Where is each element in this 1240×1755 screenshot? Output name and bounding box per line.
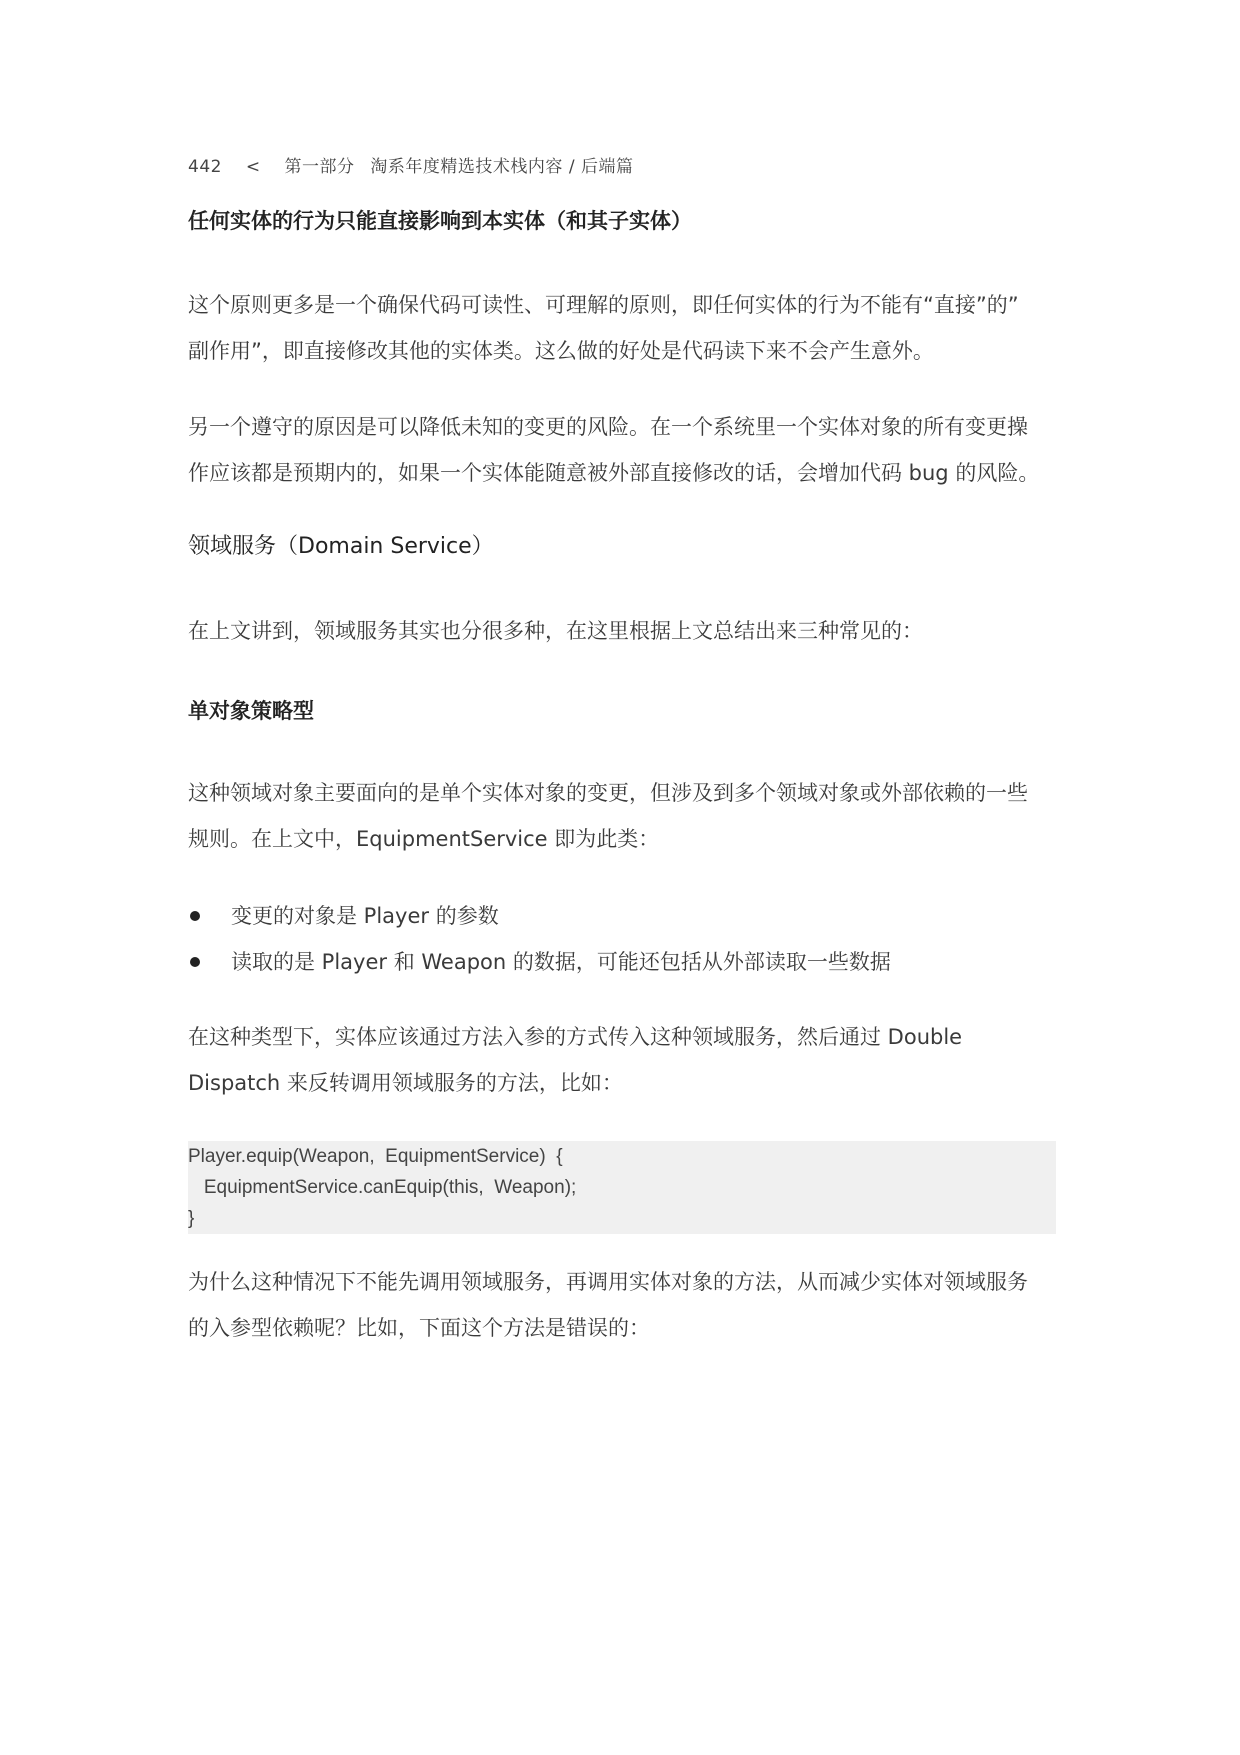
header-separator: < <box>245 157 261 177</box>
bullet-dot-icon <box>190 957 200 967</box>
paragraph-line: 这个原则更多是一个确保代码可读性、可理解的原则，即任何实体的行为不能有“直接”的” <box>188 293 1019 317</box>
list-item <box>188 893 1056 939</box>
paragraph-readability <box>188 282 1056 374</box>
list-item-text: 读取的是 Player 和 Weapon 的数据，可能还包括从外部读取一些数据 <box>231 950 891 974</box>
paragraph-risk <box>188 404 1056 496</box>
paragraph-double-dispatch <box>188 1014 1056 1106</box>
running-header <box>188 152 651 177</box>
bullet-list <box>188 893 1056 985</box>
paragraph-single-object <box>188 770 1056 862</box>
section-heading-entity-behavior: 任何实体的行为只能直接影响到本实体（和其子实体） <box>188 209 692 233</box>
section-heading-single-object-strategy: 单对象策略型 <box>188 699 314 723</box>
paragraph-line: 作应该都是预期内的，如果一个实体能随意被外部直接修改的话，会增加代码 bug 的风险。 <box>188 461 1040 485</box>
paragraph-line: 副作用”，即直接修改其他的实体类。这么做的好处是代码读下来不会产生意外。 <box>188 339 934 363</box>
bullet-dot-icon <box>190 911 200 921</box>
part-label: 第一部分 <box>284 157 355 177</box>
paragraph-domain-service-intro <box>188 608 1056 654</box>
list-item <box>188 939 1056 985</box>
paragraph-line: 规则。在上文中，EquipmentService 即为此类： <box>188 827 660 851</box>
paragraph-line: 在这种类型下，实体应该通过方法入参的方式传入这种领域服务，然后通过 Double <box>188 1025 963 1049</box>
book-title: 淘系年度精选技术栈内容 / 后端篇 <box>370 157 634 177</box>
code-block <box>188 1141 1056 1234</box>
section-heading-domain-service: 领域服务（Domain Service） <box>188 534 494 559</box>
paragraph-line: 这种领域对象主要面向的是单个实体对象的变更，但涉及到多个领域对象或外部依赖的一些 <box>188 781 1028 805</box>
paragraph-line: 另一个遵守的原因是可以降低未知的变更的风险。在一个系统里一个实体对象的所有变更操 <box>188 415 1028 439</box>
list-item-text: 变更的对象是 Player 的参数 <box>231 904 499 928</box>
code-line: } <box>188 1208 195 1229</box>
code-line: Player.equip(Weapon, EquipmentService) { <box>188 1146 563 1167</box>
paragraph-line: 在上文讲到，领域服务其实也分很多种，在这里根据上文总结出来三种常见的： <box>188 619 923 643</box>
paragraph-line: 为什么这种情况下不能先调用领域服务，再调用实体对象的方法，从而减少实体对领域服务 <box>188 1270 1028 1294</box>
paragraph-line: 的入参型依赖呢？比如，下面这个方法是错误的： <box>188 1316 650 1340</box>
paragraph-why-question <box>188 1259 1056 1351</box>
paragraph-line: Dispatch 来反转调用领域服务的方法，比如： <box>188 1071 623 1095</box>
page-number: 442 <box>188 157 222 177</box>
code-line: EquipmentService.canEquip(this, Weapon); <box>188 1177 577 1198</box>
